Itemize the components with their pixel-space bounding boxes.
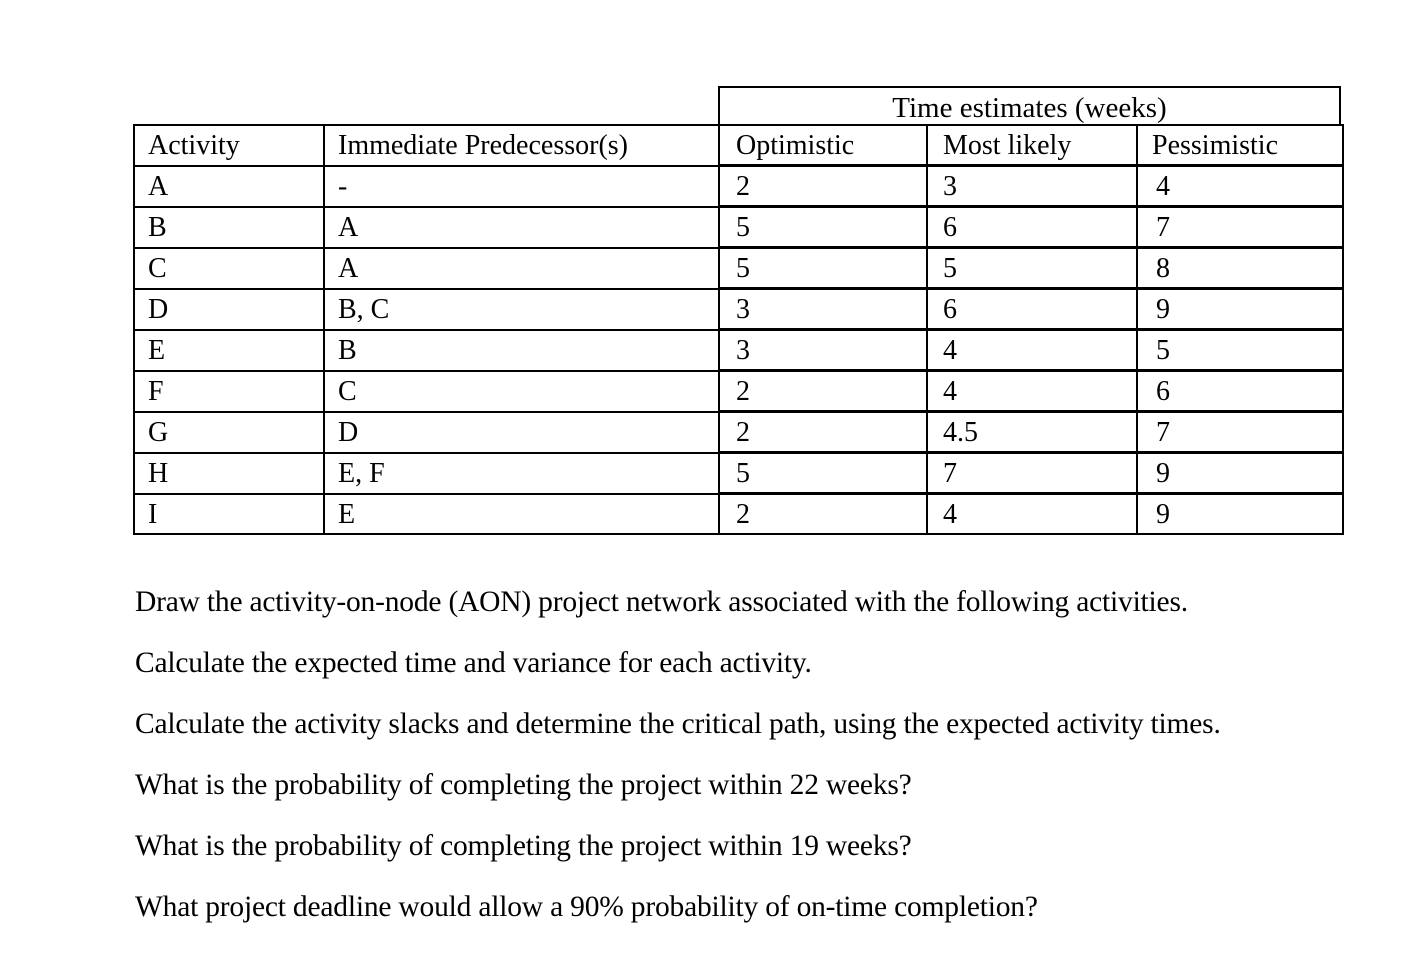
question-deadline-90-percent: What project deadline would allow a 90% probability of on-time completion? xyxy=(135,891,1038,923)
column-header-pessimistic: Pessimistic xyxy=(1137,125,1343,166)
cell-pessimistic: 9 xyxy=(1137,289,1343,330)
cell-optimistic: 2 xyxy=(719,494,927,535)
cell-activity: G xyxy=(134,412,324,453)
column-header-activity: Activity xyxy=(134,125,324,166)
cell-activity: B xyxy=(134,207,324,248)
table-row xyxy=(134,289,1343,330)
cell-optimistic: 3 xyxy=(719,289,927,330)
cell-predecessors: B, C xyxy=(324,289,719,330)
cell-most-likely: 6 xyxy=(927,289,1137,330)
cell-pessimistic: 6 xyxy=(1137,371,1343,412)
cell-pessimistic: 9 xyxy=(1137,494,1343,535)
question-probability-19-weeks: What is the probability of completing the project within 19 weeks? xyxy=(135,830,912,862)
question-aon-network: Draw the activity-on-node (AON) project network associated with the following activities. xyxy=(135,586,1188,618)
cell-most-likely: 4.5 xyxy=(927,412,1137,453)
cell-optimistic: 3 xyxy=(719,330,927,371)
cell-optimistic: 5 xyxy=(719,248,927,289)
table-row xyxy=(134,412,1343,453)
question-list xyxy=(135,582,1395,948)
cell-most-likely: 5 xyxy=(927,248,1137,289)
cell-optimistic: 5 xyxy=(719,453,927,494)
cell-predecessors: A xyxy=(324,207,719,248)
cell-predecessors: E xyxy=(324,494,719,535)
cell-activity: A xyxy=(134,166,324,207)
cell-predecessors: B xyxy=(324,330,719,371)
cell-most-likely: 3 xyxy=(927,166,1137,207)
cell-predecessors: D xyxy=(324,412,719,453)
cell-predecessors: A xyxy=(324,248,719,289)
activity-table xyxy=(133,124,1344,535)
cell-activity: I xyxy=(134,494,324,535)
cell-pessimistic: 9 xyxy=(1137,453,1343,494)
question-slack-critical-path: Calculate the activity slacks and determine the critical path, using the expected activity times. xyxy=(135,708,1221,740)
column-header-optimistic: Optimistic xyxy=(719,125,927,166)
cell-activity: C xyxy=(134,248,324,289)
column-header-predecessors: Immediate Predecessor(s) xyxy=(324,125,719,166)
cell-activity: F xyxy=(134,371,324,412)
cell-pessimistic: 4 xyxy=(1137,166,1343,207)
cell-optimistic: 2 xyxy=(719,371,927,412)
table-row xyxy=(134,494,1343,535)
cell-pessimistic: 5 xyxy=(1137,330,1343,371)
cell-predecessors: - xyxy=(324,166,719,207)
cell-most-likely: 6 xyxy=(927,207,1137,248)
cell-pessimistic: 7 xyxy=(1137,412,1343,453)
cell-optimistic: 5 xyxy=(719,207,927,248)
table-row xyxy=(134,207,1343,248)
column-header-most-likely: Most likely xyxy=(927,125,1137,166)
cell-predecessors: C xyxy=(324,371,719,412)
table-row xyxy=(134,330,1343,371)
time-estimates-header: Time estimates (weeks) xyxy=(718,86,1341,124)
table-row xyxy=(134,166,1343,207)
table-row xyxy=(134,248,1343,289)
table-row xyxy=(134,453,1343,494)
cell-activity: H xyxy=(134,453,324,494)
cell-most-likely: 7 xyxy=(927,453,1137,494)
cell-pessimistic: 8 xyxy=(1137,248,1343,289)
cell-optimistic: 2 xyxy=(719,412,927,453)
table-header-row xyxy=(134,125,1343,166)
table-row xyxy=(134,371,1343,412)
question-probability-22-weeks: What is the probability of completing the project within 22 weeks? xyxy=(135,769,912,801)
cell-predecessors: E, F xyxy=(324,453,719,494)
cell-optimistic: 2 xyxy=(719,166,927,207)
cell-activity: D xyxy=(134,289,324,330)
cell-most-likely: 4 xyxy=(927,330,1137,371)
cell-most-likely: 4 xyxy=(927,371,1137,412)
cell-activity: E xyxy=(134,330,324,371)
cell-pessimistic: 7 xyxy=(1137,207,1343,248)
cell-most-likely: 4 xyxy=(927,494,1137,535)
question-expected-time-variance: Calculate the expected time and variance for each activity. xyxy=(135,647,812,679)
